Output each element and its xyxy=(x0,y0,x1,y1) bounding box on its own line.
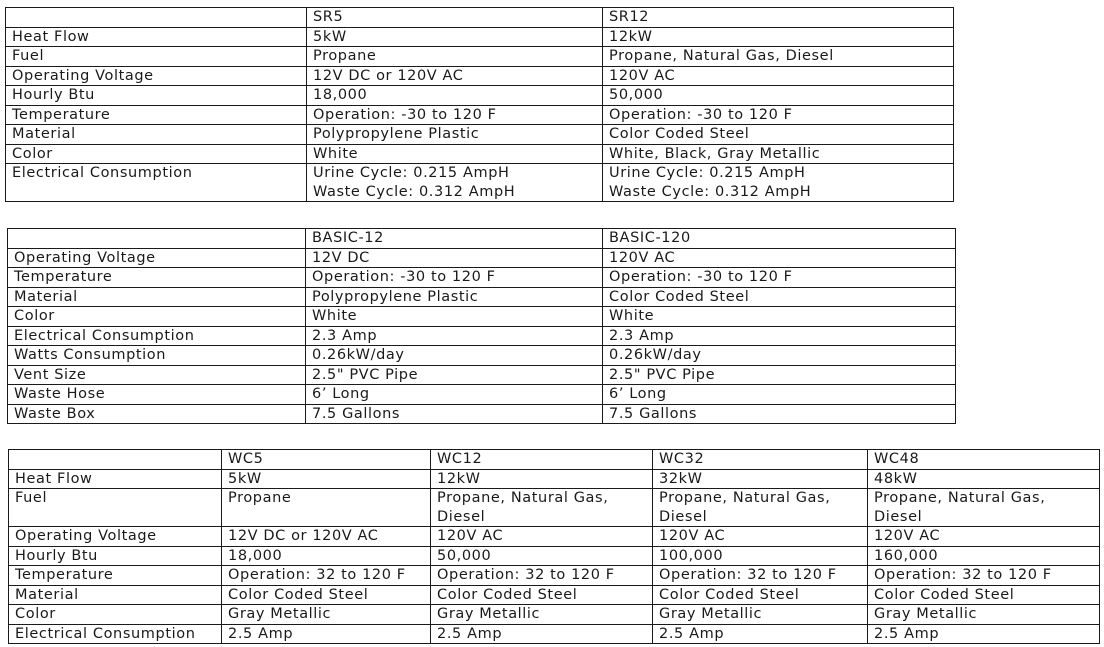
row-label: Waste Box xyxy=(8,404,306,424)
table-row xyxy=(9,624,1100,644)
table-cell: 2.5 Amp xyxy=(222,624,431,644)
header-cell-wc12: WC12 xyxy=(431,450,653,470)
table-cell: White, Black, Gray Metallic xyxy=(603,144,954,164)
table-row xyxy=(6,164,954,202)
row-label: Color xyxy=(6,144,307,164)
table-row xyxy=(8,326,956,346)
header-cell-sr5: SR5 xyxy=(307,8,603,28)
row-label: Fuel xyxy=(9,489,222,527)
table-cell: 2.5" PVC Pipe xyxy=(603,365,956,385)
table-cell: 2.5 Amp xyxy=(868,624,1100,644)
table-cell xyxy=(307,164,603,202)
row-label: Electrical Consumption xyxy=(9,624,222,644)
table-cell: Color Coded Steel xyxy=(222,585,431,605)
row-label: Color xyxy=(9,605,222,625)
table-row xyxy=(9,546,1100,566)
table-cell: 6’ Long xyxy=(306,385,603,405)
table-cell: 2.5 Amp xyxy=(431,624,653,644)
cell-line: Waste Cycle: 0.312 AmpH xyxy=(609,183,812,200)
table-row xyxy=(8,346,956,366)
table-row xyxy=(6,47,954,67)
table-header-row xyxy=(8,229,956,249)
table-cell: 7.5 Gallons xyxy=(306,404,603,424)
table-cell: Operation: -30 to 120 F xyxy=(307,105,603,125)
table-cell: 160,000 xyxy=(868,546,1100,566)
sr-spec-table xyxy=(5,7,954,202)
header-cell xyxy=(6,8,307,28)
table-cell: 12kW xyxy=(603,27,954,47)
table-cell: White xyxy=(307,144,603,164)
table-cell: White xyxy=(603,307,956,327)
table-cell: 12V DC or 120V AC xyxy=(307,66,603,86)
table-cell: Gray Metallic xyxy=(653,605,868,625)
table-cell: 0.26kW/day xyxy=(306,346,603,366)
table-cell: Operation: 32 to 120 F xyxy=(653,566,868,586)
row-label: Fuel xyxy=(6,47,307,67)
table-row xyxy=(8,268,956,288)
row-label: Electrical Consumption xyxy=(8,326,306,346)
wc-spec-table xyxy=(8,449,1100,644)
row-label: Waste Hose xyxy=(8,385,306,405)
table-cell: 5kW xyxy=(307,27,603,47)
row-label: Watts Consumption xyxy=(8,346,306,366)
table-cell: Operation: -30 to 120 F xyxy=(603,105,954,125)
table-row xyxy=(6,86,954,106)
cell-line: Diesel xyxy=(437,508,486,525)
row-label: Operating Voltage xyxy=(6,66,307,86)
table-header-row xyxy=(6,8,954,28)
table-cell: Propane, Natural Gas, Diesel xyxy=(603,47,954,67)
table-row xyxy=(9,566,1100,586)
basic-spec-table xyxy=(7,228,956,424)
table-row xyxy=(6,105,954,125)
row-label: Temperature xyxy=(9,566,222,586)
table-cell: Propane xyxy=(222,489,431,527)
header-cell-basic-12: BASIC-12 xyxy=(306,229,603,249)
table-cell: 120V AC xyxy=(868,527,1100,547)
cell-line: Urine Cycle: 0.215 AmpH xyxy=(313,165,510,181)
table-cell: Polypropylene Plastic xyxy=(307,125,603,145)
row-label: Electrical Consumption xyxy=(6,164,307,202)
row-label: Vent Size xyxy=(8,365,306,385)
table-row xyxy=(8,287,956,307)
table-cell: Operation: 32 to 120 F xyxy=(868,566,1100,586)
table-cell: Propane xyxy=(307,47,603,67)
table-cell: 48kW xyxy=(868,469,1100,489)
cell-line: Propane, Natural Gas, xyxy=(659,490,831,506)
cell-line: Diesel xyxy=(659,508,708,525)
table-cell: 12V DC xyxy=(306,248,603,268)
row-label: Temperature xyxy=(8,268,306,288)
table-row xyxy=(8,385,956,405)
header-cell-wc5: WC5 xyxy=(222,450,431,470)
table-row xyxy=(9,585,1100,605)
table-cell: White xyxy=(306,307,603,327)
table-cell xyxy=(431,489,653,527)
header-cell xyxy=(9,450,222,470)
table-cell: 12kW xyxy=(431,469,653,489)
row-label: Operating Voltage xyxy=(8,248,306,268)
table-cell: 2.3 Amp xyxy=(603,326,956,346)
table-row xyxy=(9,489,1100,527)
table-cell: 50,000 xyxy=(603,86,954,106)
row-label: Heat Flow xyxy=(9,469,222,489)
table-row xyxy=(8,248,956,268)
table-cell: 120V AC xyxy=(431,527,653,547)
row-label: Material xyxy=(9,585,222,605)
header-cell-wc48: WC48 xyxy=(868,450,1100,470)
row-label: Material xyxy=(8,287,306,307)
table-cell: 2.5" PVC Pipe xyxy=(306,365,603,385)
table-row xyxy=(6,66,954,86)
cell-line: Urine Cycle: 0.215 AmpH xyxy=(609,165,806,181)
table-cell: 50,000 xyxy=(431,546,653,566)
table-row xyxy=(6,27,954,47)
table-cell: Gray Metallic xyxy=(868,605,1100,625)
table-cell: 120V AC xyxy=(653,527,868,547)
table-cell: 32kW xyxy=(653,469,868,489)
table-cell: Color Coded Steel xyxy=(653,585,868,605)
table-cell: 0.26kW/day xyxy=(603,346,956,366)
table-cell xyxy=(603,164,954,202)
row-label: Material xyxy=(6,125,307,145)
table-cell: Color Coded Steel xyxy=(431,585,653,605)
table-row xyxy=(9,469,1100,489)
table-cell: Gray Metallic xyxy=(222,605,431,625)
table-cell: 120V AC xyxy=(603,66,954,86)
row-label: Temperature xyxy=(6,105,307,125)
table-cell: Operation: 32 to 120 F xyxy=(222,566,431,586)
table-row xyxy=(8,307,956,327)
table-cell: 5kW xyxy=(222,469,431,489)
cell-line: Propane, Natural Gas, xyxy=(437,490,609,506)
table-cell xyxy=(653,489,868,527)
table-cell xyxy=(868,489,1100,527)
table-cell: Polypropylene Plastic xyxy=(306,287,603,307)
table-row xyxy=(6,125,954,145)
table-cell: 120V AC xyxy=(603,248,956,268)
table-row xyxy=(8,365,956,385)
row-label: Hourly Btu xyxy=(9,546,222,566)
table-cell: 18,000 xyxy=(307,86,603,106)
table-cell: 2.5 Amp xyxy=(653,624,868,644)
cell-line: Waste Cycle: 0.312 AmpH xyxy=(313,183,516,200)
table-header-row xyxy=(9,450,1100,470)
header-cell-basic-120: BASIC-120 xyxy=(603,229,956,249)
table-row xyxy=(9,527,1100,547)
table-cell: Gray Metallic xyxy=(431,605,653,625)
table-cell: Operation: -30 to 120 F xyxy=(306,268,603,288)
table-row xyxy=(8,404,956,424)
table-cell: 6’ Long xyxy=(603,385,956,405)
table-cell: Color Coded Steel xyxy=(603,125,954,145)
table-cell: 100,000 xyxy=(653,546,868,566)
table-row xyxy=(6,144,954,164)
header-cell-sr12: SR12 xyxy=(603,8,954,28)
table-cell: 12V DC or 120V AC xyxy=(222,527,431,547)
cell-line: Propane, Natural Gas, xyxy=(874,490,1046,506)
table-cell: 2.3 Amp xyxy=(306,326,603,346)
cell-line: Diesel xyxy=(874,508,923,525)
table-cell: Color Coded Steel xyxy=(868,585,1100,605)
table-cell: 7.5 Gallons xyxy=(603,404,956,424)
table-cell: 18,000 xyxy=(222,546,431,566)
table-row xyxy=(9,605,1100,625)
row-label: Operating Voltage xyxy=(9,527,222,547)
row-label: Heat Flow xyxy=(6,27,307,47)
table-cell: Color Coded Steel xyxy=(603,287,956,307)
table-cell: Operation: -30 to 120 F xyxy=(603,268,956,288)
row-label: Color xyxy=(8,307,306,327)
header-cell-wc32: WC32 xyxy=(653,450,868,470)
header-cell xyxy=(8,229,306,249)
table-cell: Operation: 32 to 120 F xyxy=(431,566,653,586)
row-label: Hourly Btu xyxy=(6,86,307,106)
